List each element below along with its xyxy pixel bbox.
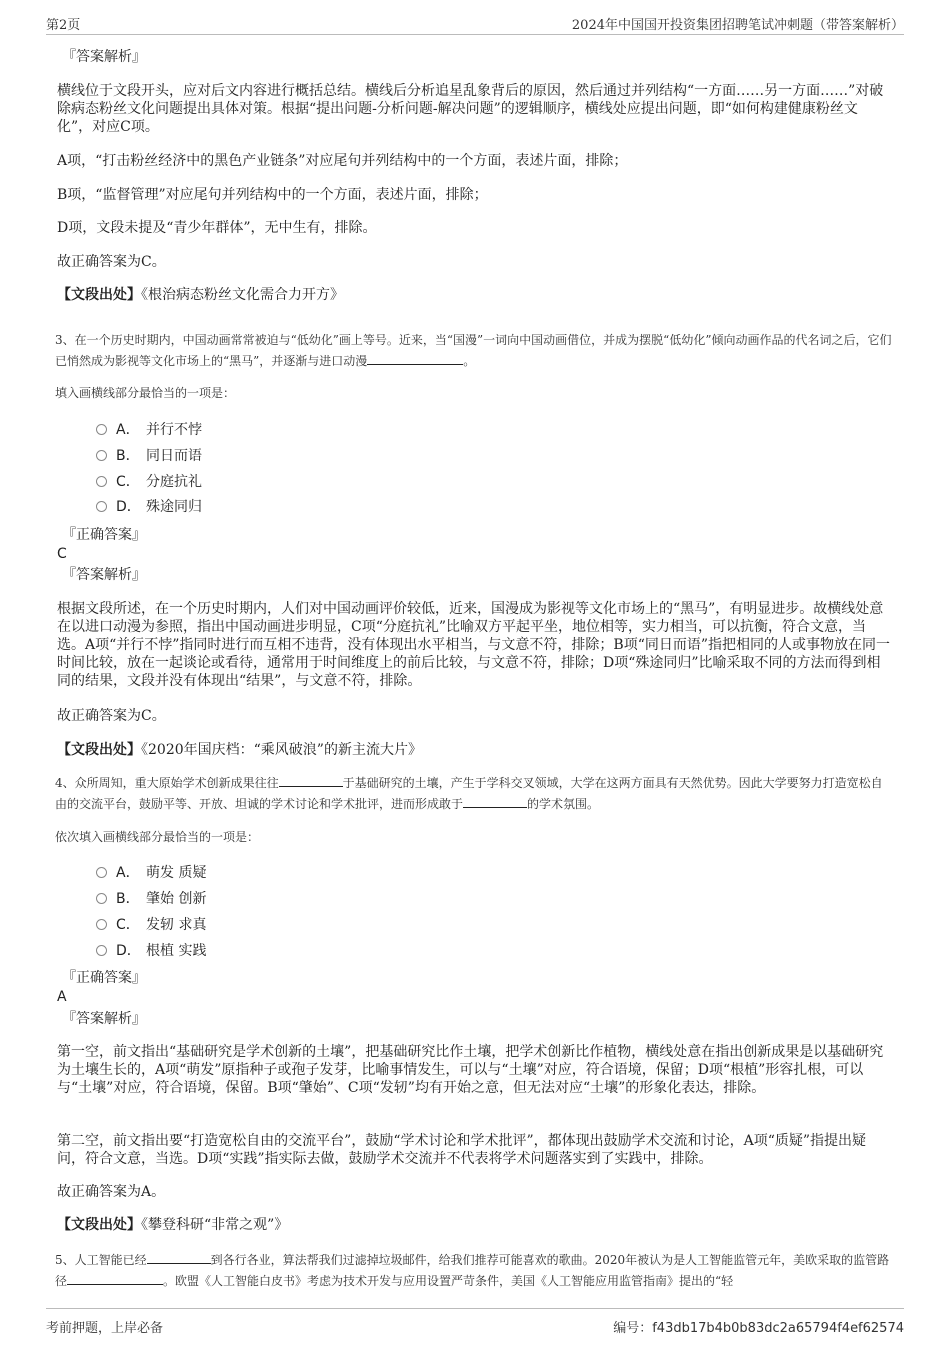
q4-analysis-p1: 第一空，前文指出“基础研究是学术创新的土壤”，把基础研究比作土壤，把学术创新比作植物，横线处意在指出创新成果是以基础研究为土壤生长的，A项“萌发”原指种子或孢子发芽，比喻事情发生，可以与“土壤”对应，符合语境，保留；D项“根植”形容扎根，可以与“土壤”对应，符合语境，保留。B项“肇始”、C项“发轫”均有开始之意，但无法对应“土壤”的形象化表达，排除。 bbox=[57, 1044, 884, 1096]
code-label: 编号： bbox=[613, 1321, 653, 1336]
option-text: 殊途同归 bbox=[146, 499, 202, 515]
q4-analysis-p2: 第二空，前文指出要“打造宽松自由的交流平台”，鼓励“学术讨论和学术批评”，都体现出鼓励学术交流和讨论，A项“质疑”指提出疑问，符合文意，当选。D项“实践”指实际去做，鼓励学术交流并不代表将学术问题落实到了实践中，排除。 bbox=[57, 1133, 867, 1167]
option-key: D． bbox=[116, 499, 141, 515]
option-text: 分庭抗礼 bbox=[146, 474, 202, 490]
page-number: 第2页 bbox=[46, 18, 81, 33]
q2-analysis-p2: A项，“打击粉丝经济中的黑色产业链条”对应尾句并列结构中的一个方面，表述片面，排除； bbox=[57, 153, 628, 169]
q3-prompt: 填入画横线部分最恰当的一项是： bbox=[55, 386, 236, 400]
q5-stem-text-c: 。欧盟《人工智能白皮书》考虑为技术开发与应用设置严苛条件，美国《人工智能应用监管指南》提出的“轻 bbox=[163, 1274, 734, 1288]
q2-analysis-label: 『答案解析』 bbox=[62, 49, 146, 65]
option-text: 萌发 质疑 bbox=[146, 865, 207, 881]
q3-source-label: 【文段出处】 bbox=[57, 742, 141, 758]
q4-option-c[interactable] bbox=[96, 916, 206, 934]
radio-icon[interactable] bbox=[96, 424, 107, 435]
document-title: 2024年中国国开投资集团招聘笔试冲刺题（带答案解析） bbox=[571, 18, 904, 33]
option-key: A． bbox=[116, 865, 140, 881]
q3-stem-text-b: 。 bbox=[463, 354, 476, 368]
q5-stem-text-a: 5、人工智能已经 bbox=[55, 1253, 147, 1267]
option-text: 肇始 创新 bbox=[146, 891, 207, 907]
option-key: C． bbox=[116, 917, 140, 933]
option-key: C． bbox=[116, 474, 140, 490]
q4-option-d[interactable] bbox=[96, 942, 206, 960]
q3-stem-text-a: 3、在一个历史时期内，中国动画常常被迫与“低幼化”画上等号。近来，当“国漫”一词向中国动画借位，并成为摆脱“低幼化”倾向动画作品的代名词之后，它们已悄然成为影视等文化市场上的“黑马”，并逐渐与进口动漫 bbox=[55, 333, 892, 368]
radio-icon[interactable] bbox=[96, 450, 107, 461]
q5-stem bbox=[55, 1250, 892, 1292]
q2-source-text: 《根治病态粉丝文化需合力开方》 bbox=[141, 287, 344, 303]
option-text: 发轫 求真 bbox=[146, 917, 207, 933]
q4-answer: A bbox=[57, 989, 67, 1005]
q4-stem bbox=[55, 773, 892, 815]
footer-slogan: 考前押题，上岸必备 bbox=[46, 1321, 164, 1336]
q4-stem-text-c: 的学术氛围。 bbox=[527, 797, 600, 811]
option-key: A． bbox=[116, 422, 140, 438]
q2-analysis-p3: B项，“监督管理”对应尾句并列结构中的一个方面，表述片面，排除； bbox=[57, 187, 488, 203]
radio-icon[interactable] bbox=[96, 919, 107, 930]
q4-analysis-label: 『答案解析』 bbox=[62, 1011, 146, 1027]
page-footer bbox=[46, 1308, 904, 1339]
q4-source bbox=[57, 1216, 288, 1234]
q3-stem bbox=[55, 330, 892, 372]
q3-source bbox=[57, 741, 422, 759]
q5-blank-2 bbox=[67, 1272, 163, 1285]
q3-analysis-p2: 故正确答案为C。 bbox=[57, 708, 166, 724]
radio-icon[interactable] bbox=[96, 476, 107, 487]
q2-source bbox=[57, 286, 344, 304]
option-key: B． bbox=[116, 448, 140, 464]
page-header bbox=[46, 10, 904, 35]
code-value: f43db17b4b0b83dc2a65794f4ef62574 bbox=[652, 1321, 904, 1336]
q3-analysis-label: 『答案解析』 bbox=[62, 567, 146, 583]
q4-stem-text-b: 于基础研究的土壤，产生于学科交叉领域，大学在这两方面具有天然优势。因此大学要努力打造宽松自由的交流平台，鼓励平等、开放、坦诚的学术讨论和学术批评，进而形成敢于 bbox=[55, 776, 883, 811]
q5-blank-1 bbox=[147, 1251, 211, 1264]
radio-icon[interactable] bbox=[96, 867, 107, 878]
q3-option-a[interactable] bbox=[96, 421, 202, 439]
radio-icon[interactable] bbox=[96, 945, 107, 956]
q4-analysis-p3: 故正确答案为A。 bbox=[57, 1184, 166, 1200]
q4-option-b[interactable] bbox=[96, 890, 206, 908]
option-text: 同日而语 bbox=[146, 448, 202, 464]
radio-icon[interactable] bbox=[96, 501, 107, 512]
q3-analysis-p1: 根据文段所述，在一个历史时期内，人们对中国动画评价较低，近来，国漫成为影视等文化市场上的“黑马”，有明显进步。故横线处意在以进口动漫为参照，指出中国动画进步明显，C项“分庭抗礼”比喻双方平起平坐，地位相等，实力相当，可以抗衡，符合文意，当选。A项“并行不悖”指同时进行而互相不违背，没有体现出水平相当，与文意不符，排除；B项“同日而语”指把相同的人或事物放在同一时间比较，放在一起谈论或看待，通常用于时间维度上的前后比较，与文意不符，排除；D项“殊途同归”比喻采取不同的方法而得到相同的结果，文段并没有体现出“结果”，与文意不符，排除。 bbox=[57, 601, 891, 689]
option-text: 并行不悖 bbox=[146, 422, 202, 438]
q2-analysis-p1: 横线位于文段开头，应对后文内容进行概括总结。横线后分析追星乱象背后的原因，然后通过并列结构“一方面……另一方面……”对破除病态粉丝文化问题提出具体对策。根据“提出问题-分析问题-解决问题”的逻辑顺序，横线处应提出问题，即“如何构建健康粉丝文化”，对应C项。 bbox=[57, 83, 884, 135]
q4-option-a[interactable] bbox=[96, 864, 206, 882]
q3-option-c[interactable] bbox=[96, 473, 202, 491]
q4-prompt: 依次填入画横线部分最恰当的一项是： bbox=[55, 830, 260, 844]
q2-analysis-p5: 故正确答案为C。 bbox=[57, 254, 166, 270]
q2-source-label: 【文段出处】 bbox=[57, 287, 141, 303]
q5-stem-text-b: 到各行各业，算法帮我们过滤掉垃圾邮件，给我们推荐可能喜欢的歌曲。2020年被认为是人工智能监管元年，美欧采取的监管路径 bbox=[55, 1253, 890, 1288]
q4-stem-text-a: 4、众所周知，重大原始学术创新成果往往 bbox=[55, 776, 279, 790]
option-key: D． bbox=[116, 943, 141, 959]
document-code bbox=[613, 1317, 904, 1336]
option-text: 根植 实践 bbox=[146, 943, 207, 959]
option-key: B． bbox=[116, 891, 140, 907]
q3-option-b[interactable] bbox=[96, 447, 202, 465]
q3-source-text: 《2020年国庆档：“乘风破浪”的新主流大片》 bbox=[141, 742, 422, 758]
q4-blank-2 bbox=[463, 795, 527, 808]
q4-source-label: 【文段出处】 bbox=[57, 1217, 141, 1233]
q3-answer: C bbox=[57, 546, 67, 562]
q3-answer-label: 『正确答案』 bbox=[62, 527, 146, 543]
radio-icon[interactable] bbox=[96, 893, 107, 904]
q3-option-d[interactable] bbox=[96, 498, 202, 516]
q3-blank bbox=[367, 352, 463, 365]
q2-analysis-p4: D项，文段未提及“青少年群体”，无中生有，排除。 bbox=[57, 220, 377, 236]
q4-blank-1 bbox=[279, 774, 343, 787]
q4-answer-label: 『正确答案』 bbox=[62, 970, 146, 986]
q4-source-text: 《攀登科研“非常之观”》 bbox=[141, 1217, 289, 1233]
